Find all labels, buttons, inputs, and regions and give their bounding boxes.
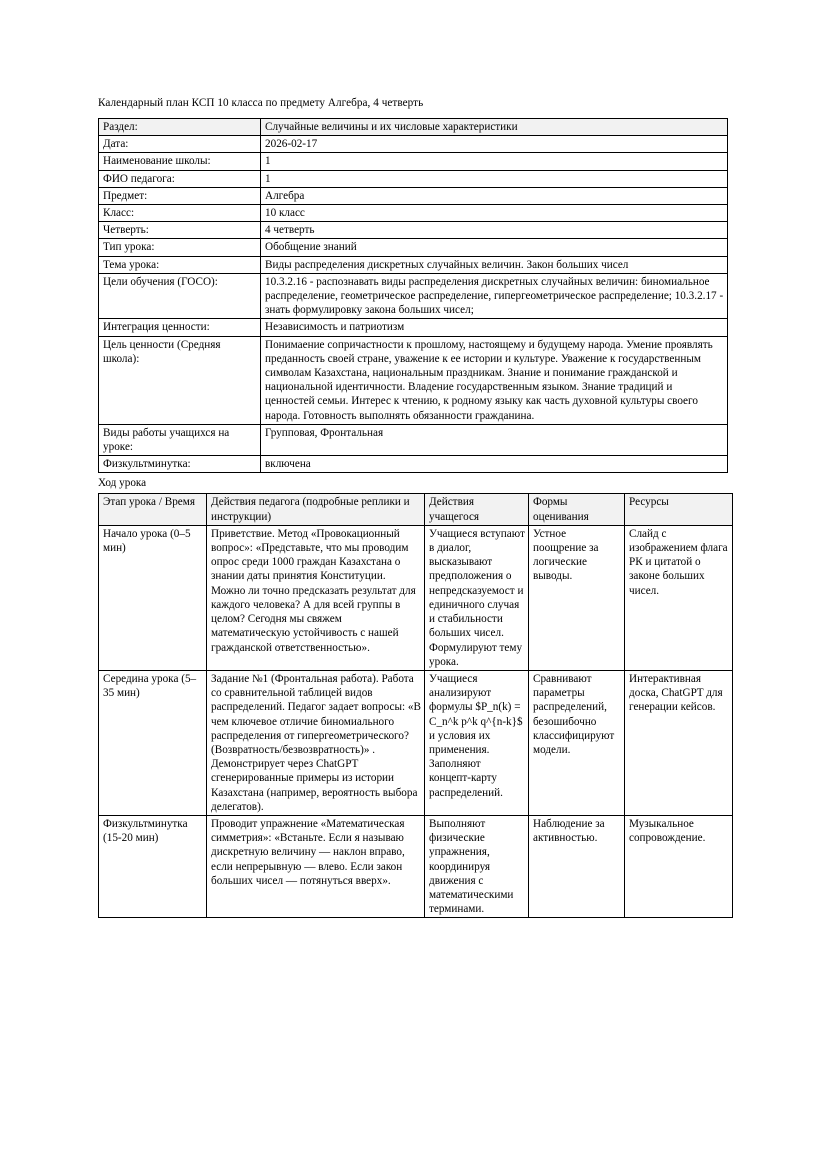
info-row-value: включена <box>261 456 728 473</box>
table-row <box>99 205 728 222</box>
info-row-label: Цели обучения (ГОСО): <box>99 273 261 319</box>
info-row-label: Класс: <box>99 205 261 222</box>
info-row-value: 10 класс <box>261 205 728 222</box>
column-header: Формы оценивания <box>529 494 625 525</box>
info-row-value: 1 <box>261 170 728 187</box>
flow-cell-assessment: Наблюдение за активностью. <box>529 815 625 917</box>
table-row <box>99 239 728 256</box>
lesson-info-table <box>98 118 728 473</box>
flow-cell-stage: Физкультминутка (15-20 мин) <box>99 815 207 917</box>
info-row-label: Четверть: <box>99 222 261 239</box>
table-row <box>99 153 728 170</box>
flow-cell-resources: Интерактивная доска, ChatGPT для генерации кейсов. <box>625 670 733 815</box>
info-row-label: Предмет: <box>99 187 261 204</box>
info-row-value: 10.3.2.16 - распознавать виды распределения дискретных случайных величин: биномиальное распределение, геометрическое распределение, гипергеометрическое распределение; 10.3.2.17 - знать формулировку закона больших чисел; <box>261 273 728 319</box>
info-row-value: Случайные величины и их числовые характеристики <box>261 119 728 136</box>
info-row-label: Тема урока: <box>99 256 261 273</box>
table-row <box>99 136 728 153</box>
table-header-row <box>99 494 733 525</box>
table-row <box>99 256 728 273</box>
table-row <box>99 222 728 239</box>
table-row <box>99 670 733 815</box>
info-row-label: Тип урока: <box>99 239 261 256</box>
info-row-label: Физкультминутка: <box>99 456 261 473</box>
page-title: Календарный план КСП 10 класса по предмету Алгебра, 4 четверть <box>98 97 424 109</box>
table-row <box>99 119 728 136</box>
flow-cell-assessment: Сравнивают параметры распределений, безошибочно классифицируют модели. <box>529 670 625 815</box>
flow-cell-student-actions: Учащиеся вступают в диалог, высказывают предположения о непредсказуемост и единичного случая и стабильности больших чисел. Формулируют тему урока. <box>425 525 529 670</box>
info-row-value: 4 четверть <box>261 222 728 239</box>
info-row-value: Обобщение знаний <box>261 239 728 256</box>
info-row-value: Групповая, Фронтальная <box>261 424 728 455</box>
column-header: Действия педагога (подробные реплики и инструкции) <box>207 494 425 525</box>
column-header: Действия учащегося <box>425 494 529 525</box>
flow-cell-student-actions: Учащиеся анализируют формулы $P_n(k) = C_n^k p^k q^{n-k}$ и условия их применения. Заполняют концепт-карту распределений. <box>425 670 529 815</box>
flow-cell-resources: Слайд с изображением флага РК и цитатой о законе больших чисел. <box>625 525 733 670</box>
info-row-value: Понимаение сопричастности к прошлому, настоящему и будущему народа. Умение проявлять преданность своей стране, уважение к ее истории и культуре. Уважение к государственным символам Казахстана, национальным праздникам. Знание и понимание гражданской и национальной идентичности. Владение государственным языком. Знание традиций и ценностей семьи. Интерес к чтению, к родному языку как часть духовной культуры своего народа. Готовность выполнять обязанности гражданина. <box>261 336 728 424</box>
table-row <box>99 525 733 670</box>
column-header: Этап урока / Время <box>99 494 207 525</box>
flow-cell-teacher-actions: Проводит упражнение «Математическая симметрия»: «Встаньте. Если я называю дискретную величину — наклон вправо, если непрерывную — влево. Если закон больших чисел — потянуться вверх». <box>207 815 425 917</box>
table-row <box>99 319 728 336</box>
flow-cell-teacher-actions: Приветствие. Метод «Провокационный вопрос»: «Представьте, что мы проводим опрос среди 1000 граждан Казахстана о знании даты принятия Конституции. Можно ли точно предсказать результат для каждого человека? А для всей группы в целом? Сегодня мы свяжем математическую устойчивость с нашей гражданской ответственностью». <box>207 525 425 670</box>
info-row-label: Наименование школы: <box>99 153 261 170</box>
flow-cell-assessment: Устное поощрение за логические выводы. <box>529 525 625 670</box>
info-row-value: Виды распределения дискретных случайных величин. Закон больших чисел <box>261 256 728 273</box>
column-header: Ресурсы <box>625 494 733 525</box>
flow-cell-resources: Музыкальное сопровождение. <box>625 815 733 917</box>
flow-cell-student-actions: Выполняют физические упражнения, координируя движения с математическими терминами. <box>425 815 529 917</box>
info-row-label: Интеграция ценности: <box>99 319 261 336</box>
info-row-label: Виды работы учащихся на уроке: <box>99 424 261 455</box>
table-row <box>99 273 728 319</box>
table-row <box>99 815 733 917</box>
document-body <box>98 96 728 918</box>
lesson-flow-table <box>98 493 733 918</box>
info-row-label: ФИО педагога: <box>99 170 261 187</box>
info-row-label: Дата: <box>99 136 261 153</box>
info-row-value: Независимость и патриотизм <box>261 319 728 336</box>
table-row <box>99 170 728 187</box>
info-row-label: Цель ценности (Средняя школа): <box>99 336 261 424</box>
flow-cell-teacher-actions: Задание №1 (Фронтальная работа). Работа со сравнительной таблицей видов распределений. Педагог задает вопросы: «В чем ключевое отличие биномиального распределения от гипергеометрического? (Возвратность/безвозвратность)» . Демонстрирует через ChatGPT сгенерированные примеры из истории Казахстана (например, вероятность выбора делегатов). <box>207 670 425 815</box>
info-row-label: Раздел: <box>99 119 261 136</box>
table-row <box>99 336 728 424</box>
table-row <box>99 456 728 473</box>
info-row-value: 1 <box>261 153 728 170</box>
info-row-value: Алгебра <box>261 187 728 204</box>
section-heading-lesson-flow: Ход урока <box>98 477 147 490</box>
flow-cell-stage: Начало урока (0–5 мин) <box>99 525 207 670</box>
table-row <box>99 187 728 204</box>
table-row <box>99 424 728 455</box>
flow-cell-stage: Середина урока (5–35 мин) <box>99 670 207 815</box>
info-row-value: 2026-02-17 <box>261 136 728 153</box>
